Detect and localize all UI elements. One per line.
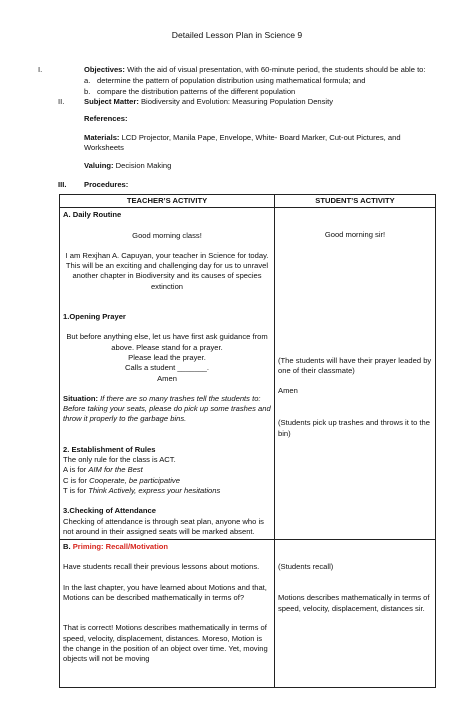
student-prayer-note: (The students will have their prayer leaded by one of their classmate) [278, 355, 432, 375]
section-marker-ii: II. [58, 97, 65, 106]
materials-label: Materials: [84, 133, 120, 142]
materials-line [84, 133, 401, 143]
subject-text: Biodiversity and Evolution: Measuring Population Density [138, 97, 334, 106]
section-marker-iii: III. [58, 180, 67, 189]
rules-intro: The only rule for the class is ACT. [63, 455, 176, 465]
attendance-text: Checking of attendance is through seat plan, anyone who is not around in their assigned seats will be marked absent. [63, 516, 264, 536]
objectives-label: Objectives: [84, 65, 125, 74]
attendance-heading: 3.Checking of Attendance [63, 506, 156, 516]
materials-text-continued: Worksheets [84, 143, 124, 152]
student-motions-answer: Motions describes mathematically in terms of speed, velocity, displacement, distances sir. [278, 593, 430, 613]
rule-a [63, 465, 271, 475]
rule-c [63, 476, 271, 486]
subject-label: Subject Matter: [84, 97, 139, 106]
references-label: References: [84, 114, 128, 123]
student-trash-note: (Students pick up trashes and throws it to the bin) [278, 418, 430, 438]
section-marker-i: I. [38, 65, 43, 74]
rule-c-text: Cooperate, be participative [89, 475, 180, 485]
teacher-cell-priming [60, 540, 275, 688]
prayer-instruction: But before anything else, let us have first ask guidance from above. Please stand for a prayer. [66, 332, 268, 352]
student-activity-header: STUDENT’S ACTIVITY [275, 195, 436, 208]
materials-text: LCD Projector, Manila Pape, Envelope, White- Board Marker, Cut-out Pictures, and [119, 133, 401, 142]
priming-correct-response: That is correct! Motions describes mathematically in terms of speed, velocity, displacement, distances. Moreso, Motion is the change in the position of an object over time. Yet, moving objects will not be moving [63, 623, 268, 664]
rule-a-prefix: A is for [63, 465, 89, 475]
valuing-line [84, 161, 171, 171]
situation-label: Situation: [63, 393, 99, 403]
situation-instruction: Before taking your seats, please do pick up some trashes and throw it properly to the garbage bins. [63, 404, 271, 424]
prayer-lead: Please lead the prayer. [128, 352, 206, 362]
subject-matter-line [84, 97, 333, 107]
priming-heading [63, 542, 271, 552]
teacher-priming-content [63, 542, 271, 685]
rule-t-text: Think Actively, express your hesitations [88, 485, 221, 495]
procedures-table [59, 194, 436, 688]
rule-c-prefix: C is for [63, 475, 90, 485]
objective-a: determine the pattern of population distribution using mathematical formula; and [97, 76, 366, 85]
objectives-line [84, 65, 426, 75]
priming-recall: Have students recall their previous lessons about motions. [63, 562, 260, 572]
valuing-label: Valuing: [84, 161, 114, 170]
priming-prefix: B. [63, 542, 73, 552]
priming-title: Priming: Recall/Motivation [72, 542, 169, 552]
teacher-amen: Amen [157, 373, 177, 383]
prayer-call-student: Calls a student _______. [124, 363, 209, 373]
objective-b: compare the distribution patterns of the different population [97, 87, 296, 96]
objective-a-marker: a. [84, 76, 91, 85]
priming-chapter-question: In the last chapter, you have learned about Motions and that, Motions can be described mathematically in terms of? [63, 582, 267, 603]
teacher-activity-header: TEACHER’S ACTIVITY [60, 195, 275, 208]
objective-b-marker: b. [84, 87, 91, 96]
table-row-priming [60, 540, 436, 688]
student-cell-daily-routine [275, 208, 436, 540]
student-amen: Amen [278, 386, 298, 396]
table-row-daily-routine [60, 208, 436, 540]
teacher-cell-daily-routine [60, 208, 275, 540]
student-recall: (Students recall) [278, 562, 334, 572]
rule-t [63, 486, 271, 496]
opening-prayer-heading: 1.Opening Prayer [63, 312, 126, 322]
daily-routine-heading: A. Daily Routine [63, 210, 122, 220]
valuing-text: Decision Making [113, 161, 172, 170]
teacher-introduction: I am Rexjhan A. Capuyan, your teacher in Science for today. This will be an exciting and challenging day for us to unravel another chapter in Biodiversity and its causes of species extinction [65, 250, 269, 291]
situation-line [63, 394, 271, 404]
rule-t-prefix: T is for [63, 485, 89, 495]
situation-text: If there are so many trashes tell the students to: [98, 393, 261, 403]
table-header-row [60, 195, 436, 208]
student-cell-priming [275, 540, 436, 688]
procedures-label: Procedures: [84, 180, 129, 189]
rules-heading: 2. Establishment of Rules [63, 444, 156, 454]
teacher-greeting: Good morning class! [132, 230, 202, 240]
document-title: Detailed Lesson Plan in Science 9 [171, 30, 303, 40]
rule-a-text: AIM for the Best [88, 465, 143, 475]
student-greeting: Good morning sir! [324, 230, 386, 240]
objectives-text: With the aid of visual presentation, with 60-minute period, the students should be able to: [124, 65, 426, 74]
